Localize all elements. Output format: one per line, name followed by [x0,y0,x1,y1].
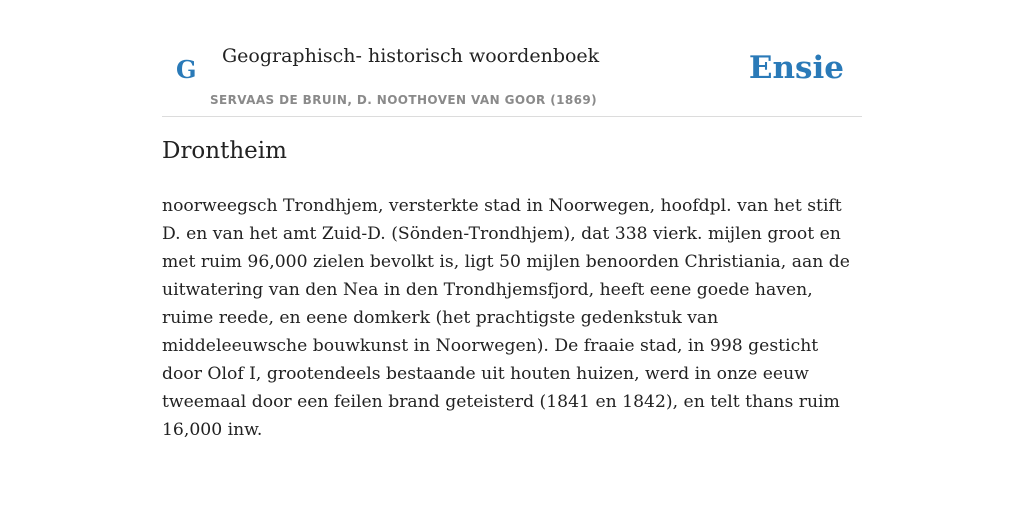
entry-body: noorweegsch Trondhjem, versterkte stad in Noorwegen, hoofdpl. van het stift D. en van het amt Zuid-D. (Sönden-Trondhjem), dat 338 vierk. mijlen groot en met ruim 96,000 zielen bevolkt is, ligt 50 mijlen benoorden Christiania, aan de uitwatering van den Nea in den Trondhjemsfjord, heeft eene goede haven, ruime reede, en eene domkerk (het prachtigste gedenkstuk van middeleeuwsche bouwkunst in Noorwegen). De fraaie stad, in 998 gesticht door Olof I, grootendeels bestaande uit houten huizen, werd in onze eeuw tweemaal door een feilen brand geteisterd (1841 en 1842), en telt thans ruim 16,000 inw. [162,196,850,440]
book-title[interactable]: Geographisch- historisch woordenboek [222,45,600,67]
entry-title: Drontheim [162,138,287,164]
ensie-logo-link[interactable]: Ensie [748,50,844,86]
book-authors: SERVAAS DE BRUIN, D. NOOTHOVEN VAN GOOR (1869) [210,93,598,107]
entry-card [162,0,862,440]
book-header [162,0,862,117]
letter-index-link[interactable]: G [176,55,197,84]
